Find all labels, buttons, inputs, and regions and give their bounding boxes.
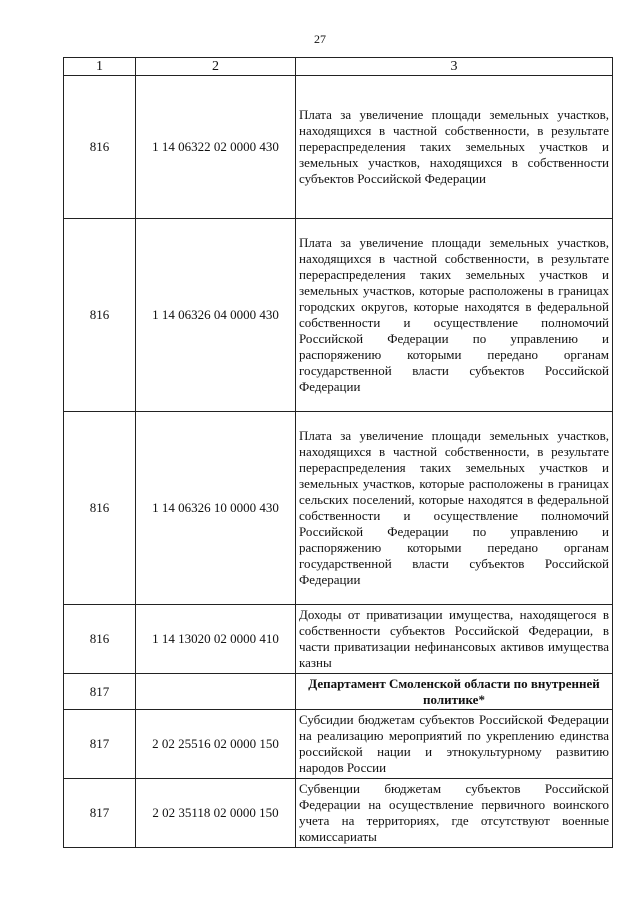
- revenue-description-cell: Плата за увеличение площади земельных участков, находящихся в частной собственности, в результате перераспределения таких земельных участков и земельных участков, которые расположены в границах городских округов, которые находятся в федеральной собственности и осуществление полномочий Российской Федерации по управлению и распоряжению которыми передано органам государственной власти субъектов Российской Федерации: [296, 219, 613, 412]
- table-row: [64, 219, 613, 412]
- budget-code-cell: 1 14 06326 04 0000 430: [136, 219, 296, 412]
- revenue-description-cell: Доходы от приватизации имущества, находящегося в собственности субъектов Российской Федерации, в части приватизации нефинансовых активов имущества казны: [296, 605, 613, 674]
- admin-code-cell: 816: [64, 76, 136, 219]
- department-row: [64, 674, 613, 710]
- admin-code-cell: 816: [64, 412, 136, 605]
- admin-code-cell: 816: [64, 605, 136, 674]
- admin-code-cell: 817: [64, 674, 136, 710]
- table-row: [64, 76, 613, 219]
- revenue-description-cell: Плата за увеличение площади земельных участков, находящихся в частной собственности, в результате перераспределения таких земельных участков и земельных участков, находящихся в собственности субъектов Российской Федерации: [296, 76, 613, 219]
- table-row: [64, 779, 613, 848]
- revenue-description-cell: Субвенции бюджетам субъектов Российской Федерации на осуществление первичного воинского учета на территориях, где отсутствуют военные комиссариаты: [296, 779, 613, 848]
- revenue-description-cell: Субсидии бюджетам субъектов Российской Федерации на реализацию мероприятий по укреплению единства российской нации и этнокультурному развитию народов России: [296, 710, 613, 779]
- admin-code-cell: 816: [64, 219, 136, 412]
- admin-code-cell: 817: [64, 710, 136, 779]
- budget-code-cell: 1 14 06326 10 0000 430: [136, 412, 296, 605]
- budget-revenue-table: [63, 57, 613, 848]
- budget-code-cell: 2 02 25516 02 0000 150: [136, 710, 296, 779]
- column-header-2: 2: [136, 58, 296, 76]
- page-number: 27: [314, 32, 326, 46]
- department-title-cell: Департамент Смоленской области по внутренней политике*: [296, 674, 613, 710]
- column-header-3: 3: [296, 58, 613, 76]
- table-header-row: [64, 58, 613, 76]
- table-row: [64, 412, 613, 605]
- table-row: [64, 710, 613, 779]
- budget-code-cell: 1 14 06322 02 0000 430: [136, 76, 296, 219]
- table-row: [64, 605, 613, 674]
- revenue-description-cell: Плата за увеличение площади земельных участков, находящихся в частной собственности, в результате перераспределения таких земельных участков и земельных участков, которые расположены в границах сельских поселений, которые находятся в федеральной собственности и осуществление полномочий Российской Федерации по управлению и распоряжению которыми передано органам государственной власти субъектов Российской Федерации: [296, 412, 613, 605]
- column-header-1: 1: [64, 58, 136, 76]
- admin-code-cell: 817: [64, 779, 136, 848]
- budget-code-cell: 2 02 35118 02 0000 150: [136, 779, 296, 848]
- empty-code-cell: [136, 674, 296, 710]
- budget-code-cell: 1 14 13020 02 0000 410: [136, 605, 296, 674]
